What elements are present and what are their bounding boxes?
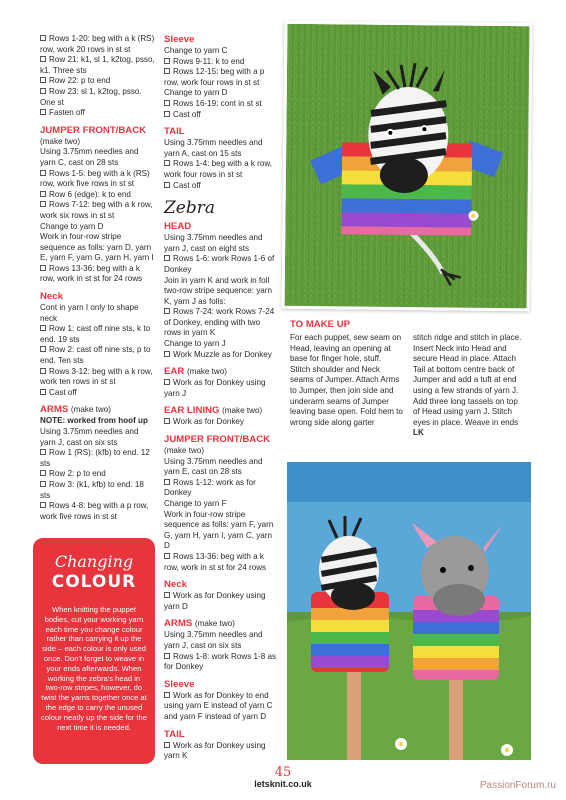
make-up-heading: TO MAKE UP [290, 319, 351, 330]
step-text: Using 3.75mm needles and yarn J, cast on eight sts [164, 233, 263, 253]
checkbox-icon[interactable] [40, 325, 46, 331]
checkbox-icon[interactable] [40, 191, 46, 197]
ear-lining-steps [164, 417, 276, 428]
zebra-puppet-photo [281, 21, 532, 312]
jumper-heading: JUMPER FRONT/BACK [40, 124, 147, 136]
step-text: Rows 9-11: k to end [173, 56, 245, 66]
checkbox-icon[interactable] [40, 502, 46, 508]
pattern-step [40, 303, 156, 324]
step-text: Change to yarn J [164, 339, 226, 349]
pattern-step [40, 190, 156, 201]
jumper-note: (make two) [40, 136, 81, 146]
checkbox-icon[interactable] [40, 170, 46, 176]
pattern-step [164, 339, 276, 350]
zebra-arms-steps [164, 630, 276, 672]
pattern-step [40, 200, 156, 221]
step-text: Rows 13-36: beg with a k row, work in st st for 24 rows [164, 551, 267, 572]
pattern-step [164, 552, 276, 573]
step-text: Rows 16-19: cont in st st [173, 98, 262, 108]
tail-steps [164, 138, 276, 191]
checkbox-icon[interactable] [164, 692, 170, 698]
zebra-tail-heading: TAIL [164, 728, 185, 740]
pattern-step [164, 378, 276, 399]
tail-heading: TAIL [164, 126, 185, 138]
sleeve-steps [164, 46, 276, 120]
checkbox-icon[interactable] [40, 201, 46, 207]
checkbox-icon[interactable] [40, 470, 46, 476]
step-text: Rows 1-5: beg with a k (RS) row, work five rows in st st [40, 168, 150, 189]
step-text: Row 2: cast off nine sts, p to end. Ten sts [40, 345, 151, 366]
step-text: Change to yarn C [164, 46, 228, 55]
step-text: Change to yarn F [164, 499, 227, 508]
zebra-jumper-heading: JUMPER FRONT/BACK [164, 434, 271, 446]
pattern-step [40, 87, 156, 108]
step-text: Row 22: p to end [49, 76, 111, 86]
pattern-step [40, 55, 156, 76]
checkbox-icon[interactable] [40, 109, 46, 115]
checkbox-icon[interactable] [40, 265, 46, 271]
pattern-step [40, 264, 156, 285]
zebra-puppet-illustration [284, 24, 532, 312]
checkbox-icon[interactable] [40, 449, 46, 455]
step-text: Row 1 (RS): (kfb) to end. 12 sts [40, 448, 150, 468]
step-text: Using 3.75mm needles and yarn J, cast on six sts [164, 630, 263, 650]
callout-title-1: Changing [54, 552, 134, 571]
step-text: Rows 1-4: beg with a k row, work four rows in st st [164, 159, 272, 179]
step-text: Rows 1-12: work as for Donkey [164, 477, 256, 498]
zebra-sleeve-steps [164, 691, 276, 723]
checkbox-icon[interactable] [164, 308, 170, 314]
checkbox-icon[interactable] [164, 592, 170, 598]
changing-colour-callout [33, 538, 155, 764]
column-1 [40, 34, 156, 522]
pattern-step [40, 480, 156, 501]
zebra-title: Zebra [164, 198, 216, 219]
step-text: Work as for Donkey using yarn K [164, 740, 266, 761]
step-text: Rows 1-20: beg with a k (RS) row, work 20 rows in st st [40, 34, 155, 54]
make-up-col-a: For each puppet, sew seam on Head, leaving an opening at base for finger hole, stuff. Stitch shoulder and Neck seams of Jumper. Attach Arms to Jumper, then join side and underarm seams of Jumper leaving base open. Fold hem to wrong side along garter [290, 333, 403, 427]
pattern-step [40, 448, 156, 469]
step-text: Work Muzzle as for Donkey [173, 349, 272, 359]
pattern-step [40, 469, 156, 480]
step-text: Work as for Donkey using yarn D [164, 591, 266, 611]
pattern-step [40, 324, 156, 345]
checkbox-icon[interactable] [40, 481, 46, 487]
pattern-step [164, 652, 276, 673]
step-text: Work as for Donkey [173, 417, 244, 427]
checkbox-icon[interactable] [164, 68, 170, 74]
checkbox-icon[interactable] [164, 553, 170, 559]
pattern-step [40, 427, 156, 448]
zebra-sleeve-heading: Sleeve [164, 678, 195, 690]
step-text: Row 1: cast off nine sts, k to end. 19 sts [40, 324, 151, 344]
pattern-step [164, 181, 276, 192]
step-text: Rows 4-8: beg with a p row, work five rows in st st [40, 501, 149, 521]
step-text: Rows 1-8: work Rows 1-8 as for Donkey [164, 651, 277, 672]
callout-title-2: COLOUR [51, 572, 137, 592]
step-text: Rows 7-24: work Rows 7-24 of Donkey, ending with two rows in yarn K [164, 307, 275, 338]
checkbox-icon[interactable] [164, 653, 170, 659]
arms-bold-note: NOTE: worked from hoof up [40, 416, 148, 426]
pattern-step [40, 147, 156, 168]
ear-steps [164, 378, 276, 399]
step-text: Rows 12-15: beg with a p row, work four rows in st st [164, 67, 265, 87]
step-text: Row 2: p to end [49, 469, 106, 479]
ear-lining-heading: EAR LINING (make two) [164, 405, 263, 417]
step-text: Cast off [173, 180, 201, 190]
checkbox-icon[interactable] [164, 379, 170, 385]
step-text: Row 6 (edge): k to end [49, 189, 131, 199]
arms-heading: ARMS (make two) [40, 404, 111, 416]
checkbox-icon[interactable] [40, 88, 46, 94]
pattern-step [164, 110, 276, 121]
step-text: Rows 13-36: beg with a k row, work in st st for 24 rows [40, 263, 143, 284]
checkbox-icon[interactable] [40, 35, 46, 41]
checkbox-icon[interactable] [164, 111, 170, 117]
zebra-jumper-steps [164, 457, 276, 574]
checkbox-icon[interactable] [40, 346, 46, 352]
pattern-step [40, 501, 156, 522]
checkbox-icon[interactable] [164, 182, 170, 188]
checkbox-icon[interactable] [164, 58, 170, 64]
step-text: Cont in yarn I only to shape neck [40, 303, 139, 323]
pattern-step [164, 276, 276, 308]
pattern-step [164, 350, 276, 361]
zebra-tail-steps [164, 741, 276, 762]
pattern-step [164, 88, 276, 99]
zebra-neck-steps [164, 591, 276, 612]
neck-heading: Neck [40, 291, 63, 303]
pattern-step [164, 499, 276, 510]
pattern-step [164, 510, 276, 552]
step-text: Change to yarn D [164, 88, 228, 98]
neck-steps [40, 303, 156, 398]
checkbox-icon[interactable] [164, 255, 170, 261]
pattern-step [164, 457, 276, 478]
step-text: Row 3: (k1, kfb) to end. 18 sts [40, 479, 144, 500]
step-text: Change to yarn D [40, 221, 104, 231]
zebra-neck-heading: Neck [164, 579, 187, 591]
checkbox-icon[interactable] [40, 77, 46, 83]
step-text: Using 3.75mm needles and yarn E, cast on 28 sts [164, 456, 263, 477]
puppets-illustration [287, 462, 531, 760]
checkbox-icon[interactable] [164, 160, 170, 166]
checkbox-icon[interactable] [164, 418, 170, 424]
zebra-jumper-note: (make two) [164, 446, 205, 456]
pattern-step [40, 345, 156, 366]
pattern-step [40, 76, 156, 87]
step-text: Join in yarn K and work in foll two-row stripe sequence: yarn K, yarn J as folls: [164, 275, 272, 306]
step-text: Work in four-row stripe sequence as folls: yarn D, yarn E, yarn F, yarn G, yarn H, yarn I [40, 232, 154, 263]
step-text: Rows 1-6: work Rows 1-6 of Donkey [164, 254, 275, 274]
step-text: Using 3.75mm needles and yarn J, cast on six sts [40, 427, 139, 447]
checkbox-icon[interactable] [164, 100, 170, 106]
checkbox-icon[interactable] [164, 351, 170, 357]
pattern-step [40, 108, 156, 119]
checkbox-icon[interactable] [40, 56, 46, 62]
page-number: 45 [274, 765, 292, 780]
sleeve-heading: Sleeve [164, 34, 195, 45]
pattern-step [164, 46, 276, 57]
pattern-step [164, 630, 276, 651]
pattern-step [164, 159, 276, 180]
step-text: Rows 3-12: beg with a k row, work ten rows in st st [40, 366, 153, 387]
pattern-step [164, 233, 276, 254]
step-text: Cast off [49, 387, 77, 397]
pattern-step [40, 367, 156, 388]
pattern-step [164, 67, 276, 88]
step-text: Row 21: k1, sl 1, k2tog, psso, k1. Three sts [40, 55, 155, 75]
make-up-section [290, 319, 526, 439]
pattern-step [164, 307, 276, 339]
step-text: Row 23: sl 1, k2tog, psso. One st [40, 86, 142, 107]
pattern-step [164, 591, 276, 612]
pattern-step [164, 478, 276, 499]
step-text: Rows 7-12: beg with a k row, work six rows in st st [40, 200, 153, 220]
puppets-photo [287, 462, 531, 760]
donkey-ear-steps [40, 34, 156, 119]
site-url: letsknit.co.uk [254, 779, 312, 789]
head-steps [164, 233, 276, 360]
head-heading: HEAD [164, 221, 192, 233]
checkbox-icon[interactable] [164, 479, 170, 485]
step-text: Using 3.75mm needles and yarn C, cast on 28 sts [40, 147, 139, 167]
step-text: Work as for Donkey to end using yarn E instead of yarn C and yarn F instead of yarn D [164, 690, 273, 721]
arms-steps [40, 427, 156, 522]
pattern-step [164, 417, 276, 428]
pattern-step [40, 169, 156, 190]
pattern-step [164, 254, 276, 275]
checkbox-icon[interactable] [40, 368, 46, 374]
pattern-step [40, 232, 156, 264]
make-up-text [290, 333, 526, 439]
callout-body: When knitting the puppet bodies, cut your working yarn each time you change colour rather than carrying it up the side – each colour is only used once. Don't forget to weave in your ends afterwards. When working the zebra's head in two-row stripes, however, do twist the yarns together once at the edge to carry the unused colour neatly up the side for the next time it is needed. [41, 605, 147, 732]
pattern-step [164, 99, 276, 110]
checkbox-icon[interactable] [164, 742, 170, 748]
step-text: Fasten off [49, 108, 85, 118]
step-text: Using 3.75mm needles and yarn A, cast on 15 sts [164, 138, 263, 158]
zebra-arms-heading: ARMS (make two) [164, 618, 235, 630]
jumper-steps [40, 147, 156, 285]
pattern-step [164, 691, 276, 723]
step-text: Cast off [173, 109, 201, 119]
checkbox-icon[interactable] [40, 389, 46, 395]
ear-heading: EAR (make two) [164, 366, 227, 378]
pattern-step [40, 222, 156, 233]
watermark: PassionForum.ru [479, 780, 556, 791]
pattern-step [164, 57, 276, 68]
pattern-step [40, 388, 156, 399]
pattern-step [164, 138, 276, 159]
pattern-step [164, 741, 276, 762]
column-2 [164, 34, 276, 762]
make-up-col-b: stitch ridge and stitch in place. Insert Neck into Head and secure Head in place. Attach Tail at bottom centre back of Jumper and add a tuft at end using a few strands of yarn J. Add three long tassels on top of Head using yarn J. Stitch eyes in place. Weave in ends LK [413, 333, 522, 438]
step-text: Work in four-row stripe sequence as folls: yarn F, yarn G, yarn H, yarn I, yarn C, yarn D [164, 509, 274, 551]
step-text: Work as for Donkey using yarn J [164, 378, 266, 398]
pattern-step [40, 34, 156, 55]
